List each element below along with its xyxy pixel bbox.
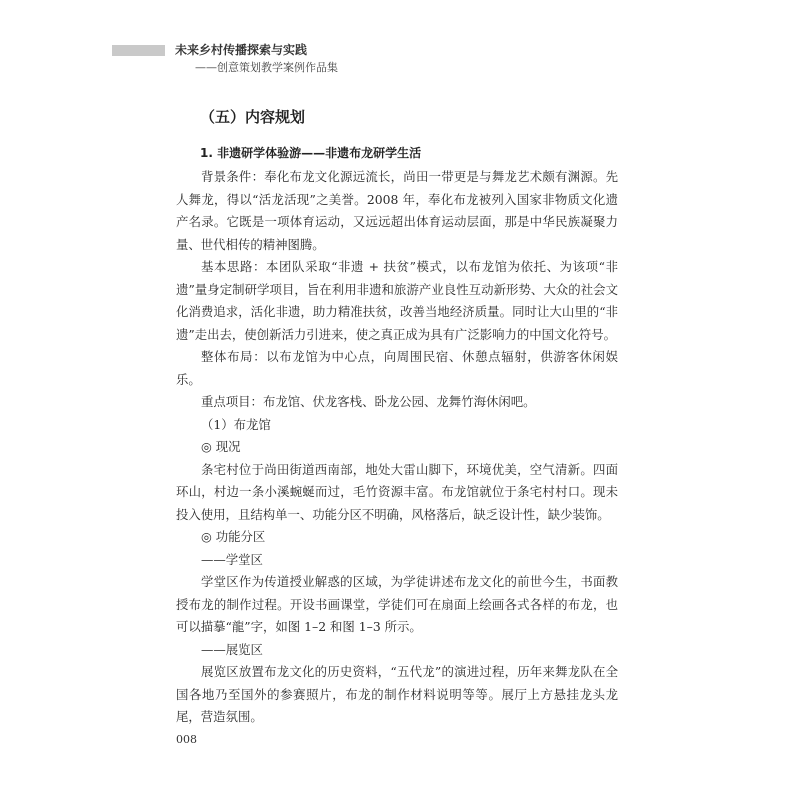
page-number: 008 [176,733,197,746]
body-text [176,166,618,729]
paragraph-current-status: 条宅村位于尚田街道西南部，地处大雷山脚下，环境优美，空气清新。四面环山，村边一条小溪蜿蜒而过，毛竹资源丰富。布龙馆就位于条宅村村口。现未投入使用，且结构单一、功能分区不明确，风格落后，缺乏设计性，缺少装饰。 [176,461,618,522]
paragraph-overall-layout: 整体布局：以布龙馆为中心点，向周围民宿、休憩点辐射，供游客休闲娱乐。 [176,349,618,387]
sub-heading: 1. 非遗研学体验游——非遗布龙研学生活 [200,146,422,160]
item-heading-functional-zones: ◎ 功能分区 [201,529,266,544]
section-heading: （五）内容规划 [200,108,306,126]
paragraph-exhibition-zone: 展览区放置布龙文化的历史资料，“五代龙”的演进过程，历年来舞龙队在全国各地乃至国外的参赛照片，布龙的制作材料说明等等。展厅上方悬挂龙头龙尾，营造氛围。 [176,664,618,724]
item-heading-bulong-hall: （1）布龙馆 [201,416,271,432]
header-decoration-bar [112,45,165,56]
book-title: 未来乡村传播探索与实践 [175,43,308,57]
item-heading-current-status: ◎ 现况 [201,439,241,454]
paragraph-key-projects: 重点项目：布龙馆、伏龙客栈、卧龙公园、龙舞竹海休闲吧。 [201,394,536,409]
paragraph-classroom-zone: 学堂区作为传道授业解惑的区域，为学徒讲述布龙文化的前世今生，书面教授布龙的制作过程。开设书画课堂，学徒们可在扇面上绘画各式各样的布龙，也可以描摹“龍”字，如图 1–2 和图 1–3 所示。 [176,574,618,634]
book-subtitle: ——创意策划教学案例作品集 [195,61,338,74]
paragraph-background: 背景条件：奉化布龙文化源远流长，尚田一带更是与舞龙艺术颇有渊源。先人舞龙，得以“活龙活现”之美誉。2008 年，奉化布龙被列入国家非物质文化遗产名录。它既是一项体育运动，又远远超出体育运动层面，那是中华民族凝聚力量、世代相传的精神图腾。 [176,169,618,252]
zone-heading-classroom: ——学堂区 [201,551,263,567]
zone-heading-exhibition: ——展览区 [201,641,263,657]
paragraph-basic-idea: 基本思路：本团队采取“非遗 + 扶贫”模式，以布龙馆为依托、为该项“非遗”量身定制研学项目，旨在利用非遗和旅游产业良性互动新形势、大众的社会文化消费追求，活化非遗，助力精准扶贫，改善当地经济质量。同时让大山里的“非遗”走出去，使创新活力引进来，使之真正成为具有广泛影响力的中国文化符号。 [176,259,618,342]
